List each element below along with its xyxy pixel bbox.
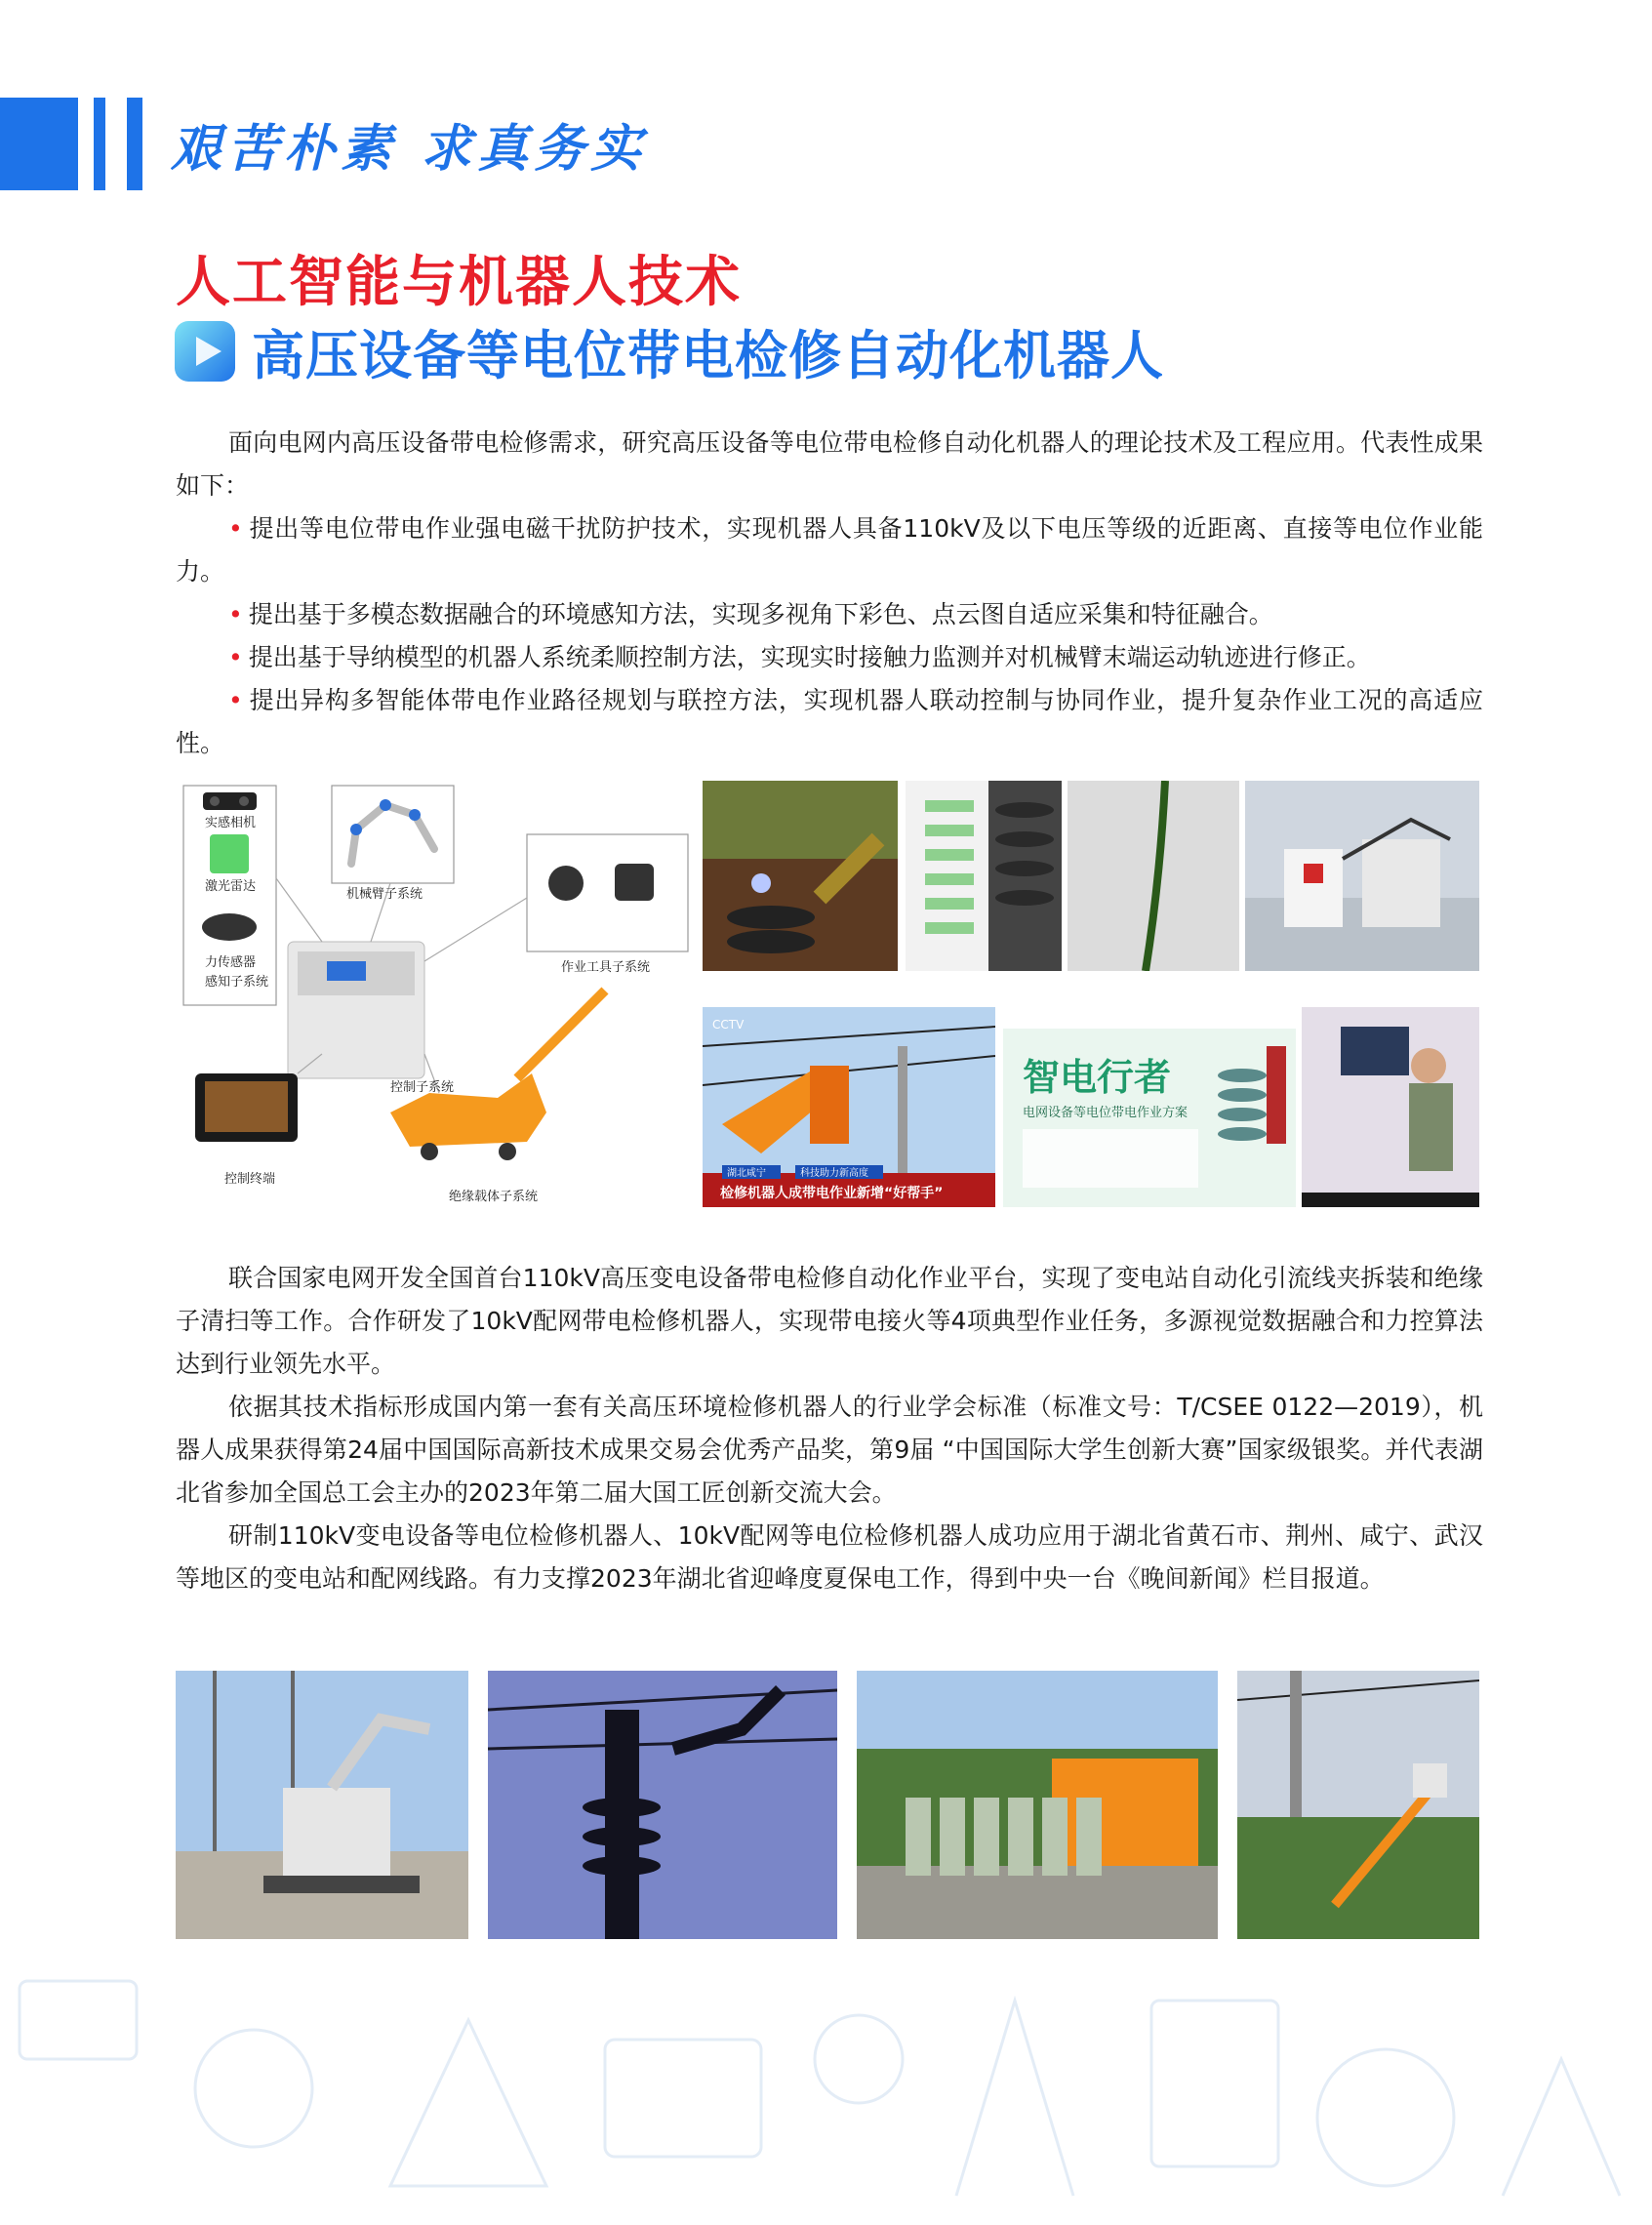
- cctv-logo: CCTV: [712, 1018, 745, 1032]
- robot-arm-icon: [351, 805, 434, 864]
- body-paragraph: 联合国家电网开发全国首台110kV高压变电设备带电检修自动化作业平台，实现了变电站自动化引流线夹拆装和绝缘子清扫等工作。合作研发了10kV配网带电检修机器人，实现带电接火等4项典型作业任务，多源视觉数据融合和力控算法达到行业领先水平。: [176, 1264, 1483, 1378]
- poster-title: 智电行者: [1023, 1056, 1172, 1099]
- photo-insulator-silhouette: [488, 1671, 837, 1939]
- label-control: 控制子系统: [390, 1080, 455, 1095]
- lidar-icon: [210, 834, 249, 873]
- photo-exhibition: [1302, 1007, 1479, 1207]
- background-decoration: [0, 1942, 1652, 2225]
- news-caption: 检修机器人成带电作业新增“好帮手”: [720, 1186, 944, 1201]
- arm-box: [332, 786, 454, 883]
- header-bar-thick: [0, 98, 78, 190]
- label-terminal: 控制终端: [224, 1172, 276, 1187]
- tool-icon-2: [615, 864, 654, 901]
- label-lidar: 激光雷达: [205, 879, 257, 894]
- photo-substation-robot: [176, 1671, 468, 1939]
- news-tag-1: 湖北咸宁: [727, 1168, 766, 1179]
- intro-paragraph: 面向电网内高压设备带电检修需求，研究高压设备等电位带电检修自动化机器人的理论技术及工程应用。代表性成果如下：: [176, 428, 1483, 500]
- list-item: • 提出基于导纳模型的机器人系统柔顺控制方法，实现实时接触力监测并对机械臂末端运动轨迹进行修正。: [228, 643, 1371, 671]
- section-subtitle: 高压设备等电位带电检修自动化机器人: [252, 325, 1164, 386]
- photo-cctv-news: [703, 1007, 995, 1207]
- label-camera: 实感相机: [205, 816, 257, 830]
- header-bar-thin-2: [127, 98, 142, 190]
- list-item: • 提出等电位带电作业强电磁干扰防护技术，实现机器人具备110kV及以下电压等级的近距离、直接等电位作业能力。: [176, 514, 1483, 586]
- photo-lab-robot: [1245, 781, 1479, 971]
- label-perception: 感知子系统: [205, 975, 269, 990]
- robot-system-diagram: [176, 781, 703, 1210]
- news-tag-2: 科技助力新高度: [800, 1168, 868, 1179]
- body-text: [176, 1257, 1483, 1600]
- label-arm: 机械臂子系统: [346, 887, 423, 902]
- force-sensor-icon: [202, 913, 257, 941]
- label-force: 力传感器: [205, 955, 257, 970]
- header-motto: 艰苦朴素 求真务实: [171, 119, 648, 179]
- bullet-dot-icon: •: [228, 600, 243, 628]
- header-bar-thin: [94, 98, 105, 190]
- list-item: • 提出基于多模态数据融合的环境感知方法，实现多视角下彩色、点云图自适应采集和特征融合。: [228, 600, 1273, 628]
- bullet-dot-icon: •: [228, 514, 243, 543]
- page-title: 人工智能与机器人技术: [176, 251, 742, 314]
- photo-insulator-closeup: [703, 781, 898, 971]
- poster-subtitle: 电网设备等电位带电作业方案: [1023, 1106, 1189, 1120]
- bullet-dot-icon: •: [228, 643, 243, 671]
- body-paragraph: 研制110kV变电设备等电位检修机器人、10kV配网等电位检修机器人成功应用于湖北省黄石市、荆州、咸宁、武汉等地区的变电站和配网线路。有力支撑2023年湖北省迎峰度夏保电工作，得到中央一台《晚间新闻》栏目报道。: [176, 1521, 1483, 1593]
- tool-box: [527, 834, 688, 951]
- tool-icon: [548, 866, 584, 901]
- achievement-list: [176, 507, 1483, 765]
- label-tool: 作业工具子系统: [561, 960, 651, 975]
- photo-conductor-line: [1068, 781, 1239, 971]
- play-icon: [171, 317, 239, 385]
- photo-team-group: [857, 1671, 1218, 1939]
- bullet-dot-icon: •: [228, 686, 243, 714]
- label-vehicle: 绝缘载体子系统: [449, 1190, 539, 1204]
- list-item: • 提出异构多智能体带电作业路径规划与联控方法，实现机器人联动控制与协同作业，提升复杂作业工况的高适应性。: [176, 686, 1483, 757]
- photo-pointcloud-insulator: [906, 781, 1062, 971]
- photo-competition-poster: [1003, 1007, 1296, 1207]
- body-paragraph: 依据其技术指标形成国内第一套有关高压环境检修机器人的行业学会标准（标准文号：T/CSEE 0122—2019），机器人成果获得第24届中国国际高新技术成果交易会优秀产品奖，第9届 “中国国际大学生创新大赛”国家级银奖。并代表湖北省参加全国总工会主办的2023年第二届大国工匠创新交流大会。: [176, 1393, 1483, 1507]
- photo-line-work: [1237, 1671, 1479, 1939]
